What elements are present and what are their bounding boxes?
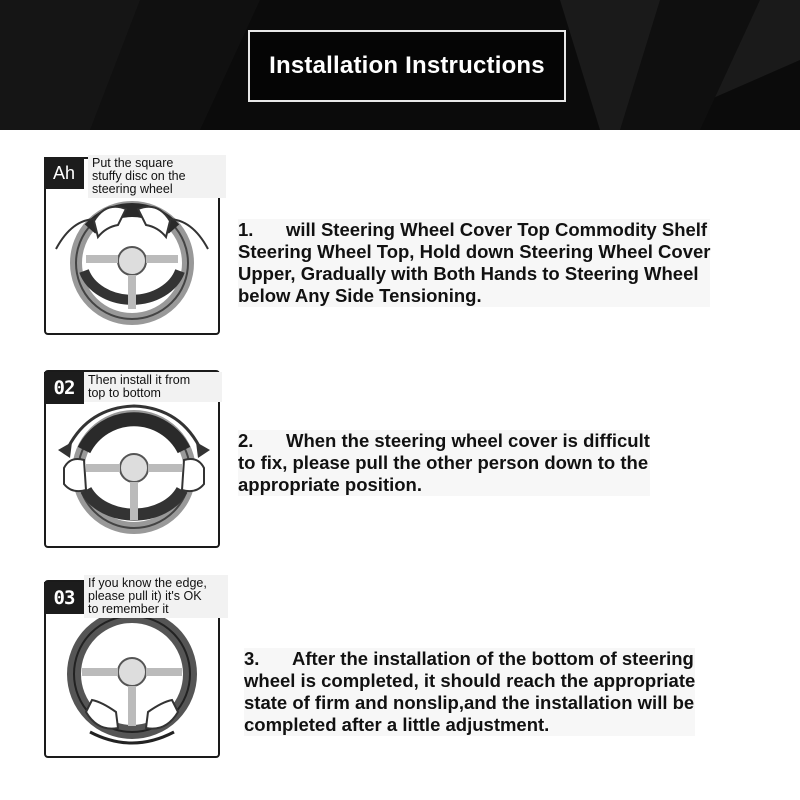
- step-3-caption: [84, 575, 228, 618]
- page-title: Installation Instructions: [269, 52, 545, 79]
- step-2-caption: [84, 372, 222, 402]
- step-text-line: to fix, please pull the other person down to the: [238, 452, 649, 473]
- caption-line: stuffy disc on the: [92, 169, 186, 183]
- step-text-segment: will Steering Wheel Cover Top Commodity Shelf: [286, 219, 708, 240]
- caption-line: Then install it from: [88, 373, 191, 387]
- step-3-badge: 03: [44, 582, 84, 614]
- step-number: 2.: [238, 430, 254, 451]
- header-banner: [0, 0, 800, 130]
- step-text-line: state of firm and nonslip,and the installation will be: [244, 692, 695, 713]
- step-text-line: [244, 648, 695, 670]
- caption-line: to remember it: [88, 602, 169, 616]
- caption-line: Put the square: [92, 156, 174, 170]
- step-number: 1.: [238, 219, 254, 240]
- step-1-caption: [88, 155, 226, 198]
- step-1-badge: Ah: [44, 157, 84, 189]
- caption-line: steering wheel: [92, 182, 173, 196]
- step-text-line: wheel is completed, it should reach the appropriate: [244, 670, 696, 691]
- step-2-text: [238, 430, 650, 496]
- step-text-line: appropriate position.: [238, 474, 422, 495]
- step-number: 3.: [244, 648, 260, 669]
- caption-line: If you know the edge,: [88, 576, 207, 590]
- step-text-line: [238, 430, 650, 452]
- step-1-text: [238, 219, 710, 307]
- step-text-line: Steering Wheel Top, Hold down Steering Wheel Cover: [238, 241, 711, 262]
- step-text-line: below Any Side Tensioning.: [238, 285, 482, 306]
- step-text-segment: After the installation of the bottom of steering: [292, 648, 694, 669]
- caption-line: please pull it) it's OK: [88, 589, 202, 603]
- caption-line: top to bottom: [88, 386, 161, 400]
- step-2-badge: 02: [44, 372, 84, 404]
- title-box: [248, 30, 566, 102]
- step-text-line: Upper, Gradually with Both Hands to Steering Wheel: [238, 263, 699, 284]
- step-text-line: completed after a little adjustment.: [244, 714, 550, 735]
- step-text-segment: When the steering wheel cover is difficult: [286, 430, 650, 451]
- step-3-text: [244, 648, 695, 736]
- step-text-line: [238, 219, 710, 241]
